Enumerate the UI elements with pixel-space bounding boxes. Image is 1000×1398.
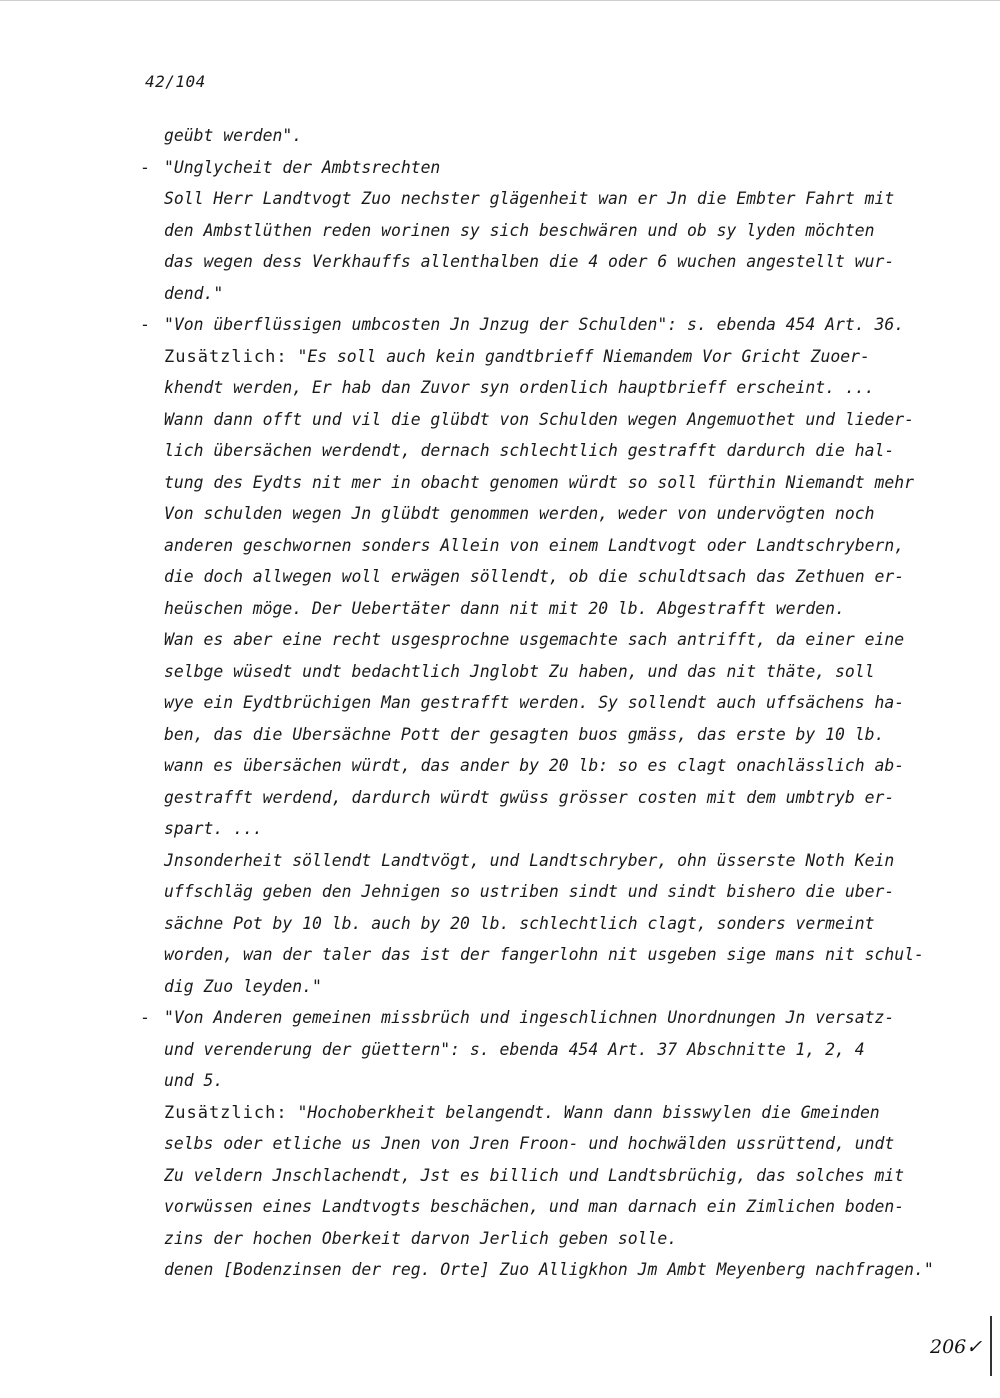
- line-text: vorwüssen eines Landtvogts beschächen, und man darnach ein Zimlichen boden-: [164, 1197, 905, 1216]
- text-line: [140, 624, 970, 656]
- text-line: [140, 530, 970, 562]
- text-line: [140, 435, 970, 467]
- text-line: [140, 939, 970, 971]
- page-number: 42/104: [145, 72, 206, 91]
- text-line: [140, 183, 970, 215]
- line-text: ben, das die Ubersächne Pott der gesagten buos gmäss, das erste by 10 lb.: [164, 724, 885, 744]
- line-text: heüschen möge. Der Uebertäter dann nit mit 20 lb. Abgestrafft werden.: [164, 598, 845, 618]
- line-text: sächne Pot by 10 lb. auch by 20 lb. schlechtlich clagt, sonders vermeint: [164, 913, 875, 933]
- line-text: wann es übersächen würdt, das ander by 20 lb: so es clagt onachlässlich ab-: [164, 756, 905, 775]
- line-text: die doch allwegen woll erwägen söllendt, ob die schuldtsach das Zethuen er-: [164, 567, 905, 586]
- line-text: Wann dann offt und vil die glübdt von Schulden wegen Angemuothet und lieder-: [164, 409, 914, 429]
- line-text: zins der hochen Oberkeit darvon Jerlich geben solle.: [164, 1228, 678, 1248]
- text-line: [140, 1254, 970, 1286]
- text-line: [140, 498, 970, 530]
- line-text: dig Zuo leyden.": [164, 976, 322, 996]
- line-text: und verenderung der güettern": s. ebenda 454 Art. 37 Abschnitte 1, 2, 4: [164, 1039, 865, 1059]
- text-line: [140, 1128, 970, 1160]
- text-line: [140, 1223, 970, 1255]
- line-text: selbge wüsedt undt bedachtlich Jnglobt Zu haben, und das nit thäte, soll: [164, 661, 875, 681]
- line-text: gestrafft werdend, dardurch würdt gwüss grösser costen mit dem umbtryb er-: [164, 787, 895, 807]
- line-text: "Hochoberkheit belangendt. Wann dann bisswylen die Gmeinden: [287, 1102, 880, 1122]
- line-text: worden, wan der taler das ist der fangerlohn nit usgeben sige mans nit schul-: [164, 945, 924, 964]
- line-text: khendt werden, Er hab dan Zuvor syn ordenlich hauptbrieff erscheint. ...: [164, 378, 875, 397]
- scan-edge-mark: [990, 1316, 992, 1376]
- line-text: spart. ...: [164, 819, 263, 838]
- line-text: den Ambstlüthen reden worinen sy sich beschwären und ob sy lyden möchten: [164, 220, 875, 240]
- text-line: [140, 1160, 970, 1192]
- text-line: [140, 845, 970, 877]
- line-text: Wan es aber eine recht usgesprochne usgemachte sach antrifft, da einer eine: [164, 630, 905, 649]
- line-text: "Von Anderen gemeinen missbrüch und ingeschlichnen Unordnungen Jn versatz-: [164, 1008, 895, 1027]
- line-text: tung des Eydts nit mer in obacht genomen würdt so soll fürthin Niemandt mehr: [164, 472, 914, 492]
- list-item-line: [140, 152, 970, 184]
- text-line: [140, 1034, 970, 1066]
- text-line: [140, 372, 970, 404]
- text-line: [140, 656, 970, 688]
- line-text: "Es soll auch kein gandtbrieff Niemandem Vor Gricht Zuoer-: [287, 346, 870, 366]
- line-text: das wegen dess Verkhauffs allenthalben die 4 oder 6 wuchen angestellt wur-: [164, 252, 895, 271]
- text-line: [140, 404, 970, 436]
- text-line: [140, 215, 970, 247]
- line-text: denen [Bodenzinsen der reg. Orte] Zuo Alligkhon Jm Ambt Meyenberg nachfragen.": [164, 1260, 934, 1279]
- line-text: Soll Herr Landtvogt Zuo nechster glägenheit wan er Jn die Embter Fahrt mit: [164, 189, 895, 208]
- addition-label: Zusätzlich:: [164, 1102, 288, 1123]
- line-text: lich übersächen werdendt, dernach schlechtlich gestrafft dardurch die hal-: [164, 441, 895, 460]
- line-text: selbs oder etliche us Jnen von Jren Froon- und hochwälden ussrüttend, undt: [164, 1134, 895, 1153]
- line-text: dend.": [164, 283, 224, 303]
- text-line: [140, 341, 970, 373]
- line-text: und 5.: [164, 1071, 224, 1090]
- line-text: anderen geschwornen sonders Allein von einem Landtvogt oder Landtschrybern,: [164, 535, 905, 555]
- list-item-line: [140, 1002, 970, 1034]
- text-line: [140, 876, 970, 908]
- line-text: Jnsonderheit söllendt Landtvögt, und Landtschryber, ohn üsserste Noth Kein: [164, 850, 895, 870]
- text-line: [140, 908, 970, 940]
- text-line: [140, 813, 970, 845]
- line-text: Von schulden wegen Jn glübdt genommen werden, weder von undervögten noch: [164, 504, 875, 523]
- text-line: [140, 782, 970, 814]
- line-text: Zu veldern Jnschlachendt, Jst es billich und Landtsbrüchig, das solches mit: [164, 1165, 905, 1185]
- addition-label: Zusätzlich:: [164, 346, 288, 367]
- line-text: "Von überflüssigen umbcosten Jn Jnzug der Schulden": s. ebenda 454 Art. 36.: [164, 315, 905, 334]
- line-text: "Unglycheit der Ambtsrechten: [164, 157, 441, 177]
- document-body: [140, 120, 970, 1286]
- text-line: [140, 593, 970, 625]
- text-line: [140, 467, 970, 499]
- text-line: [140, 278, 970, 310]
- text-line: [140, 1065, 970, 1097]
- text-line: [140, 120, 970, 152]
- text-line: [140, 1191, 970, 1223]
- text-line: [140, 246, 970, 278]
- text-line: [140, 750, 970, 782]
- text-line: [140, 1097, 970, 1129]
- text-line: [140, 719, 970, 751]
- line-text: wye ein Eydtbrüchigen Man gestrafft werden. Sy sollendt auch uffsächens ha-: [164, 693, 905, 712]
- line-text: geübt werden".: [164, 126, 303, 145]
- line-text: uffschläg geben den Jehnigen so ustriben sindt und sindt bishero die uber-: [164, 882, 895, 901]
- scan-top-edge: [0, 0, 1000, 1]
- text-line: [140, 561, 970, 593]
- list-item-line: [140, 309, 970, 341]
- text-line: [140, 687, 970, 719]
- archive-folio-mark: 206✓: [930, 1336, 983, 1358]
- text-line: [140, 971, 970, 1003]
